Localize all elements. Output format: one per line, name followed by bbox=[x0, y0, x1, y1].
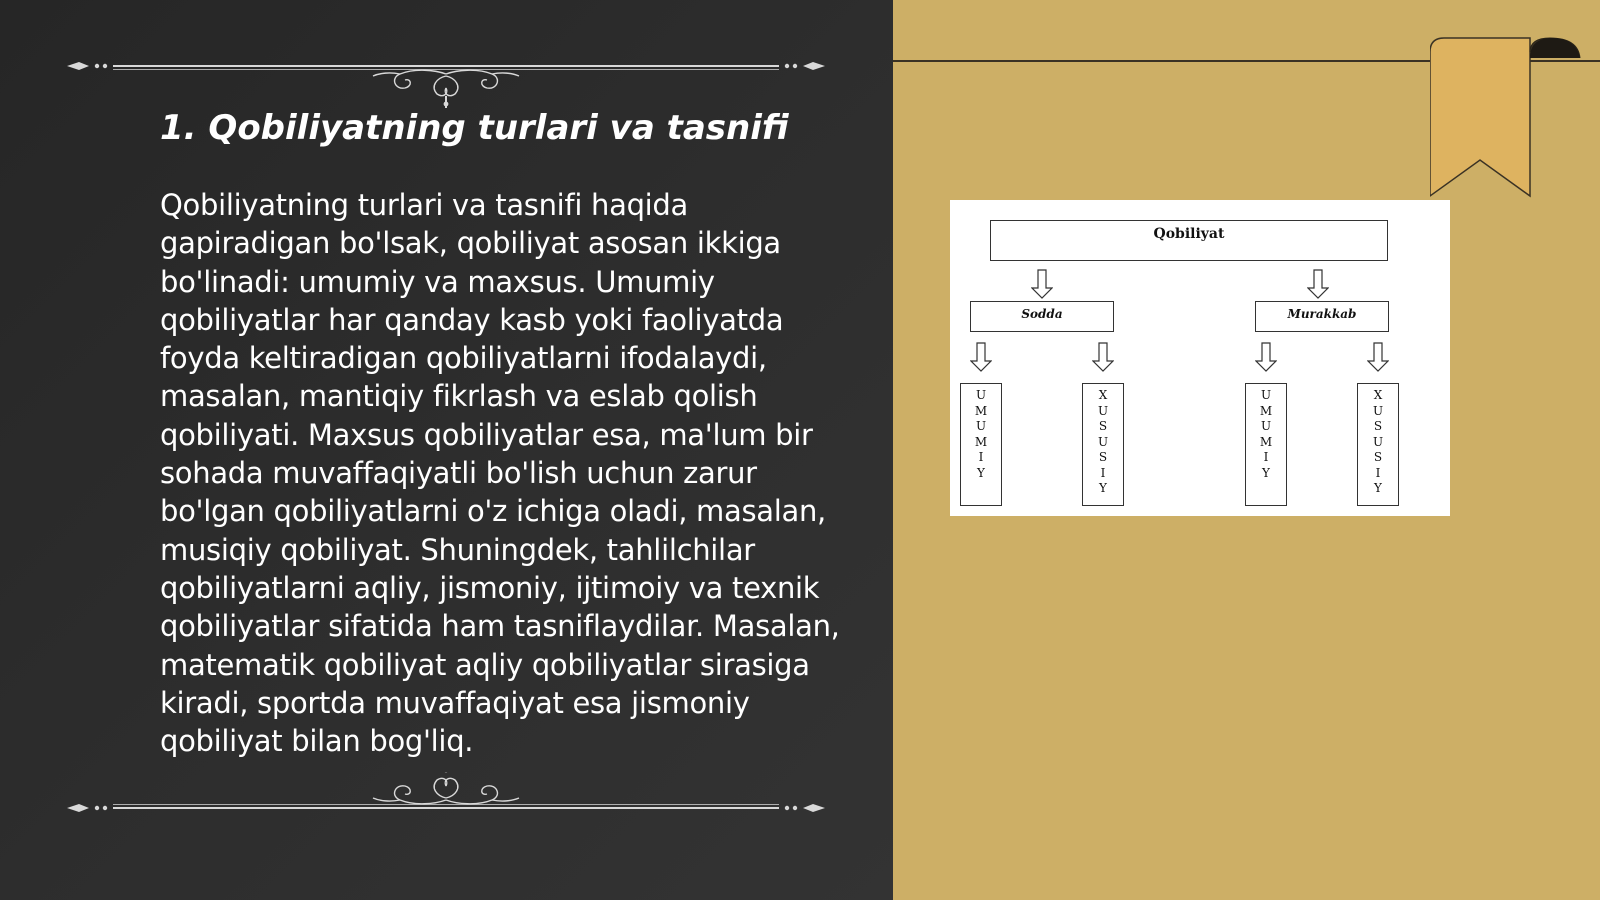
diagram-leaf-letter: Y bbox=[977, 465, 985, 480]
diagram-leaf-letter: Y bbox=[1099, 481, 1107, 495]
diagram-leaf-letter: I bbox=[978, 450, 984, 464]
diagram-leaf-letter: U bbox=[1260, 388, 1272, 402]
down-arrow-icon bbox=[1367, 342, 1389, 372]
diagram-leaf-letter: M bbox=[1259, 434, 1273, 449]
bookmark-ribbon-icon bbox=[1430, 32, 1590, 202]
diagram-leaf-letter: S bbox=[1098, 419, 1108, 433]
diagram-leaf-letter: I bbox=[1100, 465, 1106, 480]
down-arrow-icon bbox=[1307, 269, 1329, 299]
diagram-leaf-letter: Y bbox=[1374, 481, 1382, 495]
diagram-leaf-letter: X bbox=[1098, 388, 1108, 402]
down-arrow-icon bbox=[1031, 269, 1053, 299]
diagram-leaf-xususiy bbox=[1357, 383, 1399, 506]
diagram-leaf-letter: U bbox=[1260, 419, 1272, 433]
diagram-leaf-letter: U bbox=[975, 419, 987, 433]
diagram-leaf-umumiy bbox=[1245, 383, 1287, 506]
diagram-leaf-letter: U bbox=[1097, 434, 1109, 449]
diagram-leaf-umumiy bbox=[960, 383, 1002, 506]
slide-body-text: Qobiliyatning turlari va tasnifi haqida gapiradigan bo'lsak, qobiliyat asosan ikkiga bo'linadi: umumiy va maxsus. Umumiy qobiliyatlar har qanday kasb yoki faoliyatda foyda keltiradigan qobiliyatlarni ifodalaydi, masalan, mantiqiy fikrlash va eslab qolish qobiliyati. Maxsus qobiliyatlar esa, ma'lum bir sohada muvaffaqiyatli bo'lish uchun zarur bo'lgan qobiliyatlarni o'z ichiga oladi, masalan, musiqiy qobiliyat. Shuningdek, tahlilchilar qobiliyatlarni aqliy, jismoniy, ijtimoiy va texnik qobiliyatlar sifatida ham tasniflaydilar. Masalan, matematik qobiliyat aqliy qobiliyatlar sirasiga kiradi, sportda muvaffaqiyat esa jismoniy qobiliyat bilan bog'liq. bbox=[160, 188, 840, 759]
bottom-ornament-divider bbox=[65, 772, 827, 832]
diagram-leaf-letter: M bbox=[1259, 403, 1273, 418]
diagram-leaf-letter: S bbox=[1373, 450, 1383, 464]
diagram-leaf-xususiy bbox=[1082, 383, 1124, 506]
down-arrow-icon bbox=[970, 342, 992, 372]
diagram-leaf-letter: X bbox=[1373, 388, 1383, 402]
diagram-leaf-letter: U bbox=[1372, 403, 1384, 418]
diagram-leaf-letter: I bbox=[1375, 465, 1381, 480]
diagram-leaf-letter: U bbox=[1097, 403, 1109, 418]
diagram-leaf-letter: S bbox=[1373, 419, 1383, 433]
diagram-leaf-letter: S bbox=[1098, 450, 1108, 464]
diagram-leaf-letter: U bbox=[1372, 434, 1384, 449]
diagram-leaf-letter: U bbox=[975, 388, 987, 402]
classification-diagram bbox=[950, 200, 1450, 516]
down-arrow-icon bbox=[1092, 342, 1114, 372]
diagram-leaf-letter: Y bbox=[1262, 465, 1270, 480]
down-arrow-icon bbox=[1255, 342, 1277, 372]
diagram-leaf-letter: I bbox=[1263, 450, 1269, 464]
diagram-root-box: Qobiliyat bbox=[990, 220, 1388, 261]
diagram-branch-sodda: Sodda bbox=[970, 301, 1114, 332]
diagram-leaf-letter: M bbox=[974, 403, 988, 418]
slide-title: 1. Qobiliyatning turlari va tasnifi bbox=[160, 108, 789, 148]
diagram-leaf-letter: M bbox=[974, 434, 988, 449]
diagram-branch-murakkab: Murakkab bbox=[1255, 301, 1389, 332]
